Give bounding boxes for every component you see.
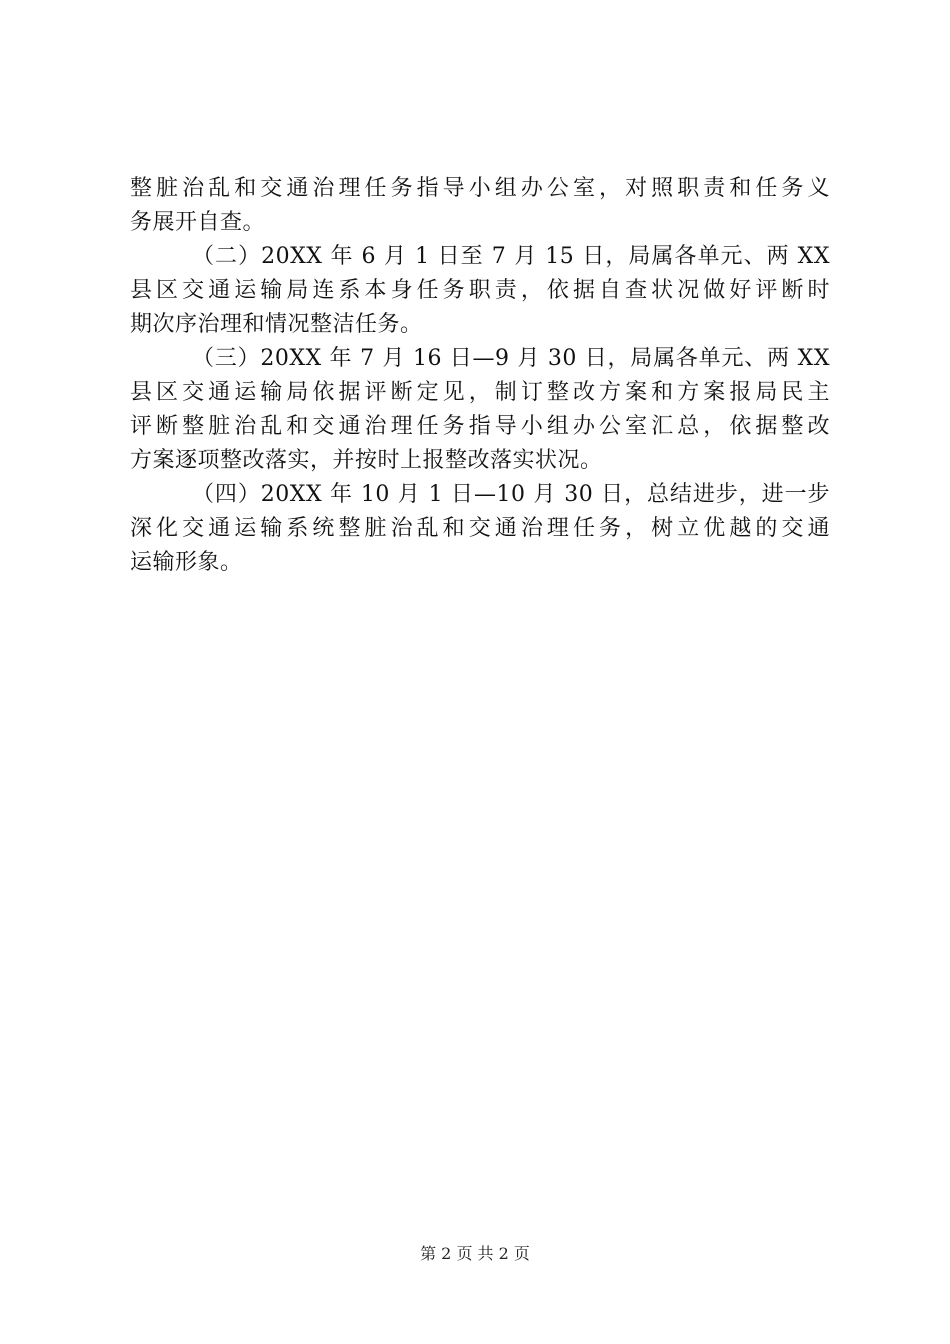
- paragraph-item-2: [130, 240, 830, 342]
- text-line: （四）20XX 年 10 月 1 日—10 月 30 日，总结进步，进一步: [192, 482, 830, 507]
- text-line: 务展开自查。: [130, 210, 266, 235]
- text-line: 深化交通运输系统整脏治乱和交通治理任务，树立优越的交通: [130, 516, 830, 541]
- paragraph-continuation: [130, 172, 830, 240]
- text-line: 期次序治理和情况整洁任务。: [130, 312, 423, 337]
- text-line: 评断整脏治乱和交通治理任务指导小组办公室汇总，依据整改: [130, 414, 830, 439]
- text-line: 县区交通运输局连系本身任务职责，依据自查状况做好评断时: [130, 278, 830, 303]
- text-line: 方案逐项整改落实，并按时上报整改落实状况。: [130, 448, 603, 473]
- page-number-footer: 第 2 页 共 2 页: [420, 1244, 530, 1263]
- text-line: （二）20XX 年 6 月 1 日至 7 月 15 日，局属各单元、两 XX: [192, 244, 830, 269]
- text-line: 运输形象。: [130, 550, 243, 575]
- paragraph-item-3: [130, 342, 830, 478]
- text-line: 县区交通运输局依据评断定见，制订整改方案和方案报局民主: [130, 380, 830, 405]
- paragraph-item-4: [130, 478, 830, 580]
- text-line: （三）20XX 年 7 月 16 日—9 月 30 日，局属各单元、两 XX: [192, 346, 830, 371]
- text-line: 整脏治乱和交通治理任务指导小组办公室，对照职责和任务义: [130, 176, 830, 201]
- document-body: [130, 172, 830, 580]
